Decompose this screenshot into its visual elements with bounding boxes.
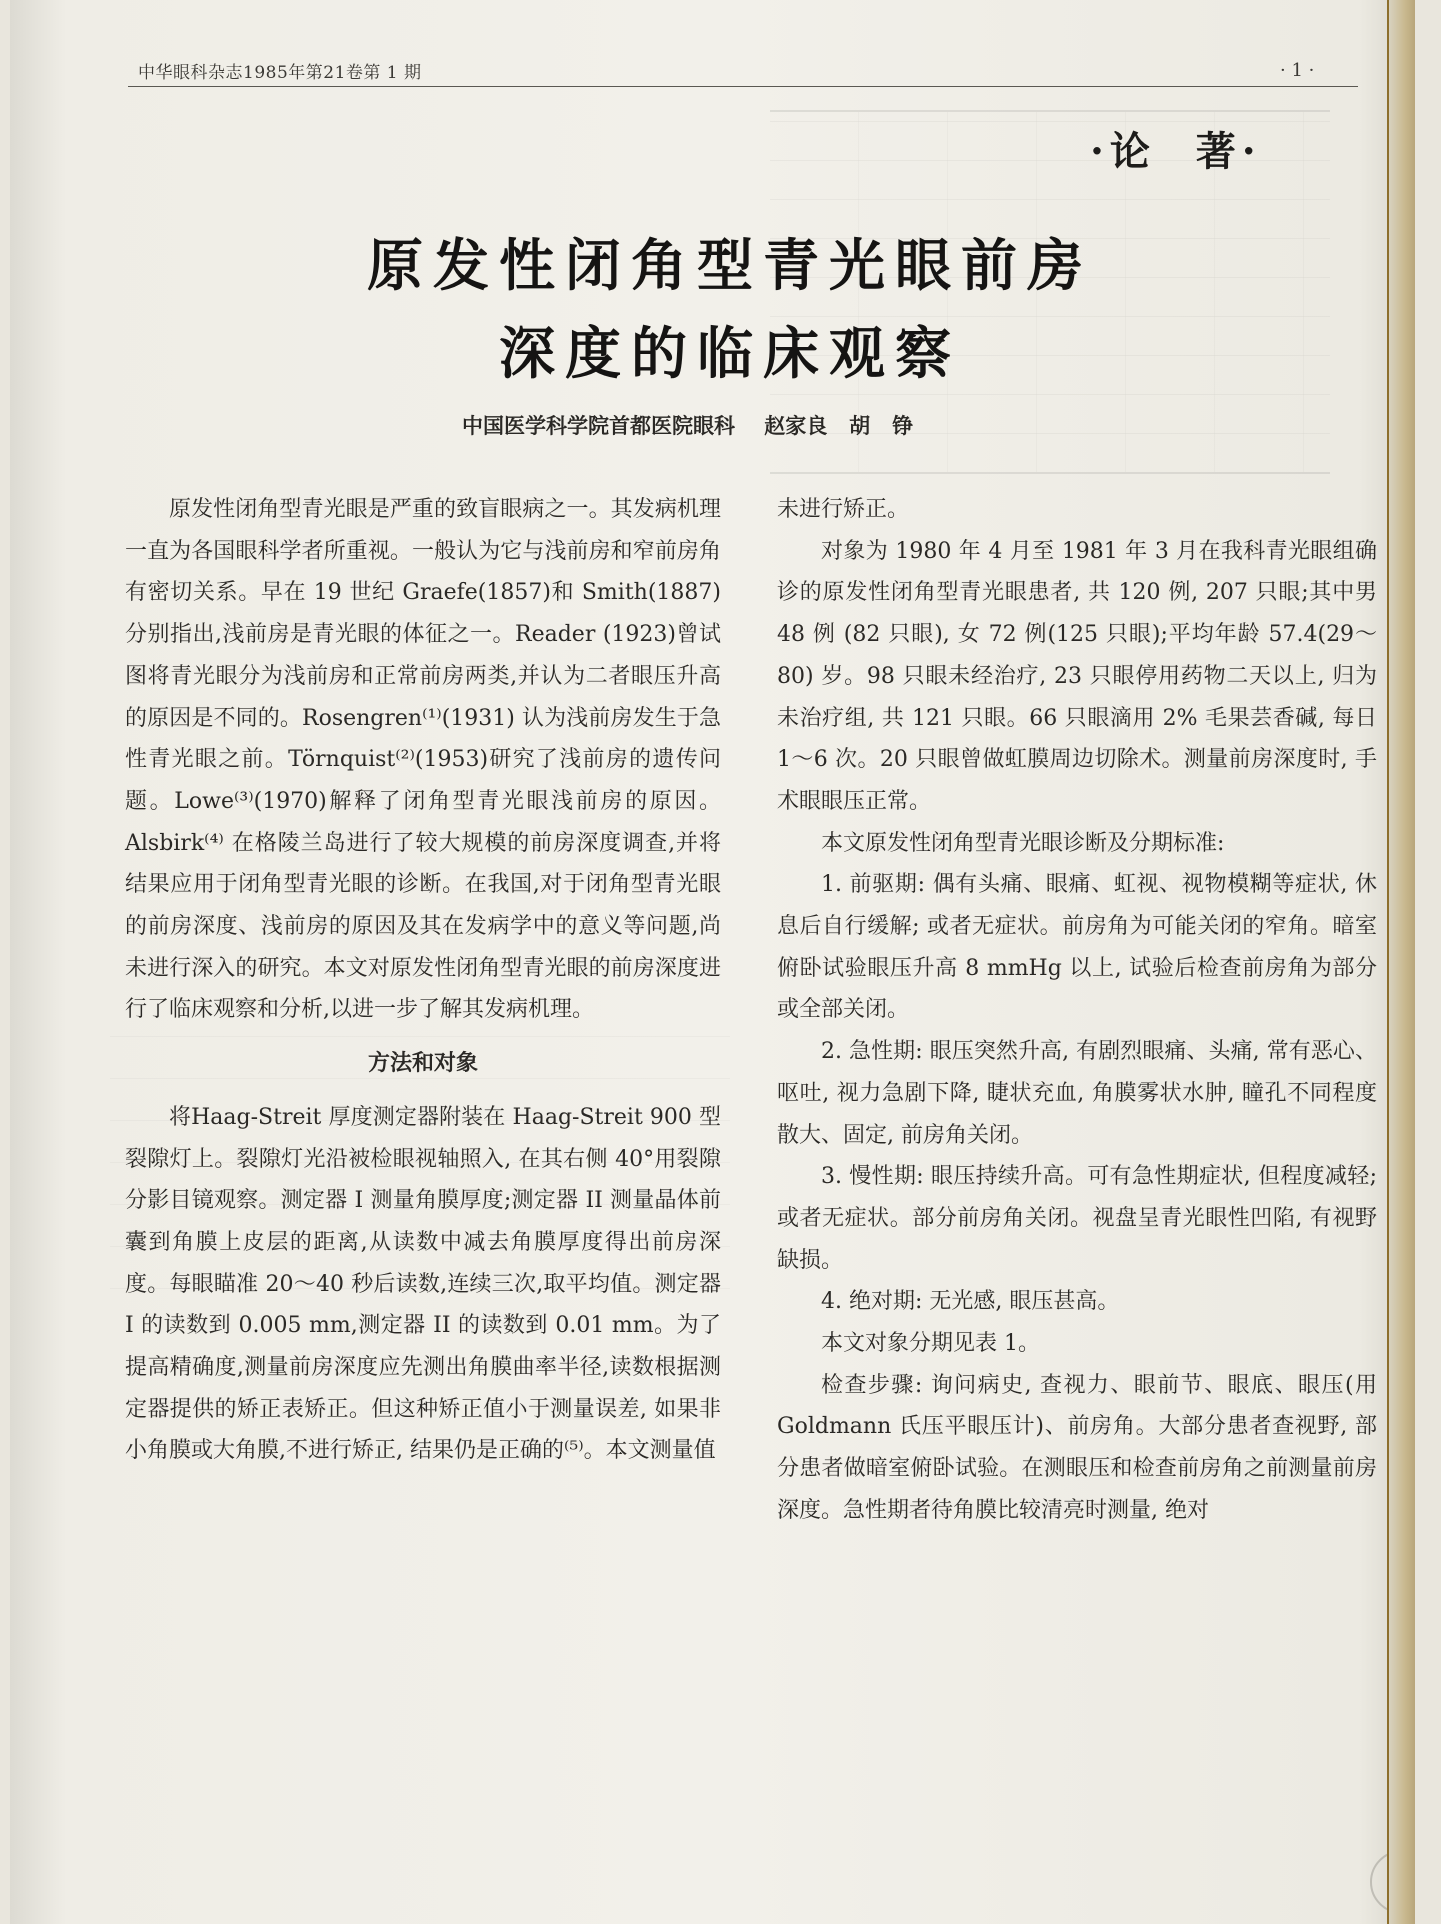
book-spine-edge <box>1387 0 1415 1924</box>
author-byline: 中国医学科学院首都医院眼科 赵家良 胡 铮 <box>462 413 914 438</box>
stage-item: 3. 慢性期: 眼压持续升高。可有急性期症状, 但程度减轻; 或者无症状。部分前房角关闭。视盘呈青光眼性凹陷, 有视野缺损。 <box>777 1164 1377 1273</box>
methods-heading: 方法和对象 <box>367 1050 478 1077</box>
running-header: 中华眼科杂志1985年第21卷第 1 期 <box>138 63 422 83</box>
journal-page <box>10 0 1415 1924</box>
article-title-line-2: 深度的临床观察 <box>499 321 961 387</box>
continuation-paragraph: 未进行矫正。 <box>777 497 910 522</box>
stage-item: 4. 绝对期: 无光感, 眼压甚高。 <box>821 1289 1120 1315</box>
header-rule <box>128 86 1358 87</box>
article-title-line-1: 原发性闭角型青光眼前房 <box>367 233 1093 299</box>
left-column <box>125 489 721 1472</box>
methods-paragraph: 将Haag-Streit 厚度测定器附装在 Haag-Streit 900 型裂隙灯上。裂隙灯光沿被检眼视轴照入, 在其右侧 40°用裂隙分影目镜观察。测定器 I 测量角膜厚度;测定器 II 测量晶体前囊到角膜上皮层的距离,从读数中减去角膜厚度得出前房深度。每眼瞄准 20～40 秒后读数,连续三次,取平均值。测定器 I 的读数到 0.005 mm,测定器 II 的读数到 0.01 mm。为了提高精确度,测量前房深度应先测出角膜曲率半径,读数根据测定器提供的矫正表矫正。但这种矫正值小于测量误差, 如果非小角膜或大角膜,不进行矫正, 结果仍是正确的⁽⁵⁾。本文测量值 <box>125 1104 721 1464</box>
subjects-paragraph: 对象为 1980 年 4 月至 1981 年 3 月在我科青光眼组确诊的原发性闭角型青光眼患者, 共 120 例, 207 只眼;其中男 48 例 (82 只眼), 女 72 例(125 只眼);平均年龄 57.4(29～80) 岁。98 只眼未经治疗, 23 只眼停用药物二天以上, 归为未治疗组, 共 121 只眼。66 只眼滴用 2% 毛果芸香碱, 每日 1～6 次。20 只眼曾做虹膜周边切除术。测量前房深度时, 手术眼眼压正常。 <box>777 538 1377 814</box>
section-label: ·论 著· <box>1090 128 1262 175</box>
intro-paragraph: 原发性闭角型青光眼是严重的致盲眼病之一。其发病机理一直为各国眼科学者所重视。一般认为它与浅前房和窄前房角有密切关系。早在 19 世纪 Graefe(1857)和 Smith(1887) 分别指出,浅前房是青光眼的体征之一。Reader (1923)曾试图将青光眼分为浅前房和正常前房两类,并认为二者眼压升高的原因是不同的。Rosengren⁽¹⁾(1931) 认为浅前房发生于急性青光眼之前。Törnquist⁽²⁾(1953)研究了浅前房的遗传问题。Lowe⁽³⁾(1970)解释了闭角型青光眼浅前房的原因。Alsbirk⁽⁴⁾ 在格陵兰岛进行了较大规模的前房深度调查,并将结果应用于闭角型青光眼的诊断。在我国,对于闭角型青光眼的前房深度、浅前房的原因及其在发病学中的意义等问题,尚未进行深入的研究。本文对原发性闭角型青光眼的前房深度进行了临床观察和分析,以进一步了解其发病机理。 <box>125 497 721 1023</box>
page-number: · 1 · <box>1280 60 1315 81</box>
staging-note: 本文对象分期见表 1。 <box>821 1331 1040 1357</box>
stage-item: 2. 急性期: 眼压突然升高, 有剧烈眼痛、头痛, 常有恶心、呕吐, 视力急剧下降, 睫状充血, 角膜雾状水肿, 瞳孔不同程度散大、固定, 前房角关闭。 <box>777 1039 1377 1148</box>
criteria-intro: 本文原发性闭角型青光眼诊断及分期标准: <box>821 830 1225 856</box>
exam-paragraph: 检查步骤: 询问病史, 查视力、眼前节、眼底、眼压(用 Goldmann 氏压平眼压计)、前房角。大部分患者查视野, 部分患者做暗室俯卧试验。在测眼压和检查前房角之前测量前房深度。急性期者待角膜比较清亮时测量, 绝对 <box>777 1372 1377 1523</box>
stage-item: 1. 前驱期: 偶有头痛、眼痛、虹视、视物模糊等症状, 休息后自行缓解; 或者无症状。前房角为可能关闭的窄角。暗室俯卧试验眼压升高 8 mmHg 以上, 试验后检查前房角为部分或全部关闭。 <box>777 872 1377 1023</box>
right-column <box>777 489 1377 1532</box>
